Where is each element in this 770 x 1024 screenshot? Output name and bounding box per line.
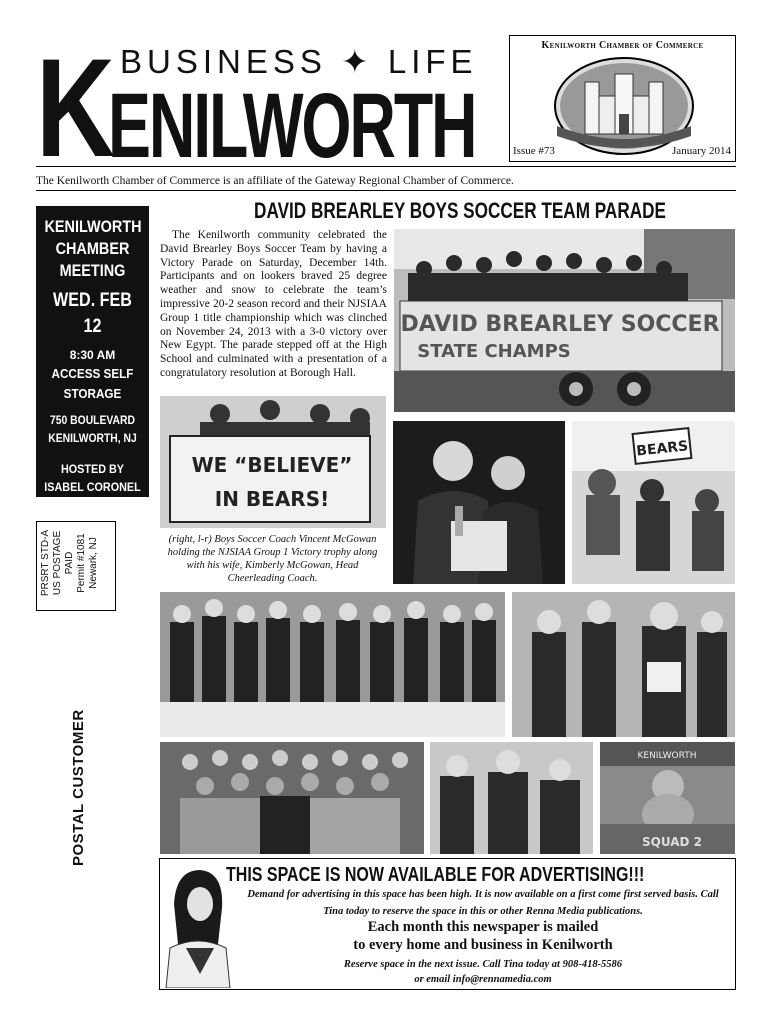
photo-cheerleaders-pompoms (430, 742, 593, 854)
ad-reserve-line2[interactable]: or email info@rennamedia.com (414, 974, 552, 985)
meeting-address2: KENILWORTH, NJ (48, 433, 137, 445)
chamber-meeting-box (36, 206, 149, 497)
postal-line2: US POSTAGE (52, 530, 63, 596)
article-headline: DAVID BREARLEY BOYS SOCCER TEAM PARADE (254, 198, 666, 223)
meeting-time: 8:30 AM (69, 348, 116, 362)
photo-marching-cheerleaders (512, 592, 735, 737)
chamber-castle-logo (553, 56, 695, 156)
photo-tina (160, 864, 234, 988)
ad-body: Demand for advertising in this space has been high. It is now available on a first come first served basis. Call Tina today to reserve the space in this or other Renna Media publications. (247, 889, 719, 917)
postal-indicia (40, 522, 100, 604)
masthead-enilworth: ENILWORTH (108, 75, 476, 177)
rule-top (36, 166, 736, 167)
believe-line2: IN BEARS! (214, 487, 330, 511)
meeting-line2: CHAMBER (55, 239, 130, 258)
float-banner-line1: DAVID BREARLEY SOCCER (400, 312, 720, 337)
meeting-hosted2: ISABEL CORONEL (44, 480, 141, 494)
ad-mailed (238, 918, 728, 954)
truck-sign: KENILWORTH (637, 751, 697, 761)
affiliate-line: The Kenilworth Chamber of Commerce is an affiliate of the Gateway Regional Chamber of Commerce. (36, 175, 514, 187)
postal-line5: Newark, NJ (88, 537, 99, 589)
squad-label: SQUAD 2 (642, 835, 702, 849)
chamber-title: Kenilworth Chamber of Commerce (541, 40, 704, 51)
postal-line4: Permit #1081 (76, 533, 87, 593)
ad-title: THIS SPACE IS NOW AVAILABLE FOR ADVERTISING!!! (226, 864, 645, 886)
meeting-venue1: ACCESS SELF (51, 366, 134, 381)
believe-line1: WE “BELIEVE” (191, 453, 353, 477)
meeting-address1: 750 BOULEVARD (50, 415, 135, 427)
photo-believe-banner (160, 396, 386, 528)
postal-line1: PRSRT STD-A (40, 529, 51, 597)
meeting-date: WED. FEB 12 (53, 290, 132, 337)
meeting-hosted1: HOSTED BY (60, 462, 124, 476)
photo-coach-trophy (393, 421, 565, 584)
chamber-box (509, 35, 736, 162)
issue-date: January 2014 (672, 145, 731, 157)
masthead-business-life: BUSINESS ✦ LIFE (120, 43, 478, 80)
masthead-big-k: K (36, 29, 111, 186)
ad-reserve (238, 957, 728, 987)
ad-mailed-line2: to every home and business in Kenilworth (353, 937, 613, 953)
photo-soccer-team (160, 742, 424, 854)
postal-line3: PAID (64, 551, 75, 575)
photo-caption: (right, l-r) Boys Soccer Coach Vincent McGowan holding the NJSIAA Group 1 Victory trophy along with his wife, Kimberly McGowan, Head Cheerleading Coach. (167, 534, 378, 584)
float-banner-line2: STATE CHAMPS (417, 341, 571, 362)
photo-fire-truck-bear (600, 742, 735, 854)
issue-number: Issue #73 (513, 145, 555, 157)
ad-reserve-line1: Reserve space in the next issue. Call Tina today at 908-418-5586 (343, 959, 623, 970)
bears-sign: BEARS (635, 438, 689, 460)
photo-parade-float (394, 229, 735, 412)
article-body: The Kenilworth community celebrated the David Brearley Boys Soccer Team by having a Victory Parade on Saturday, December 14th. Participants and on lookers braved 25 degree weather and snow to celebrate the team’s impressive 20-2 season record and their NJSIAA Group 1 title championship which was clinched on November 24, 2013 with a 3-0 victory over New Egypt. The parade stepped off at the High School and culminated with a presentation of a congratulatory resolution at Borough Hall. (160, 229, 387, 379)
meeting-venue2: STORAGE (63, 386, 122, 401)
photo-cheerleaders-group (160, 592, 505, 737)
ad-mailed-line1: Each month this newspaper is mailed (367, 919, 599, 935)
meeting-line1: KENILWORTH (44, 217, 142, 236)
photo-bears-mascot (572, 421, 735, 584)
rule-bottom (36, 190, 736, 191)
postal-customer: POSTAL CUSTOMER (70, 709, 87, 866)
meeting-line3: MEETING (59, 261, 126, 280)
